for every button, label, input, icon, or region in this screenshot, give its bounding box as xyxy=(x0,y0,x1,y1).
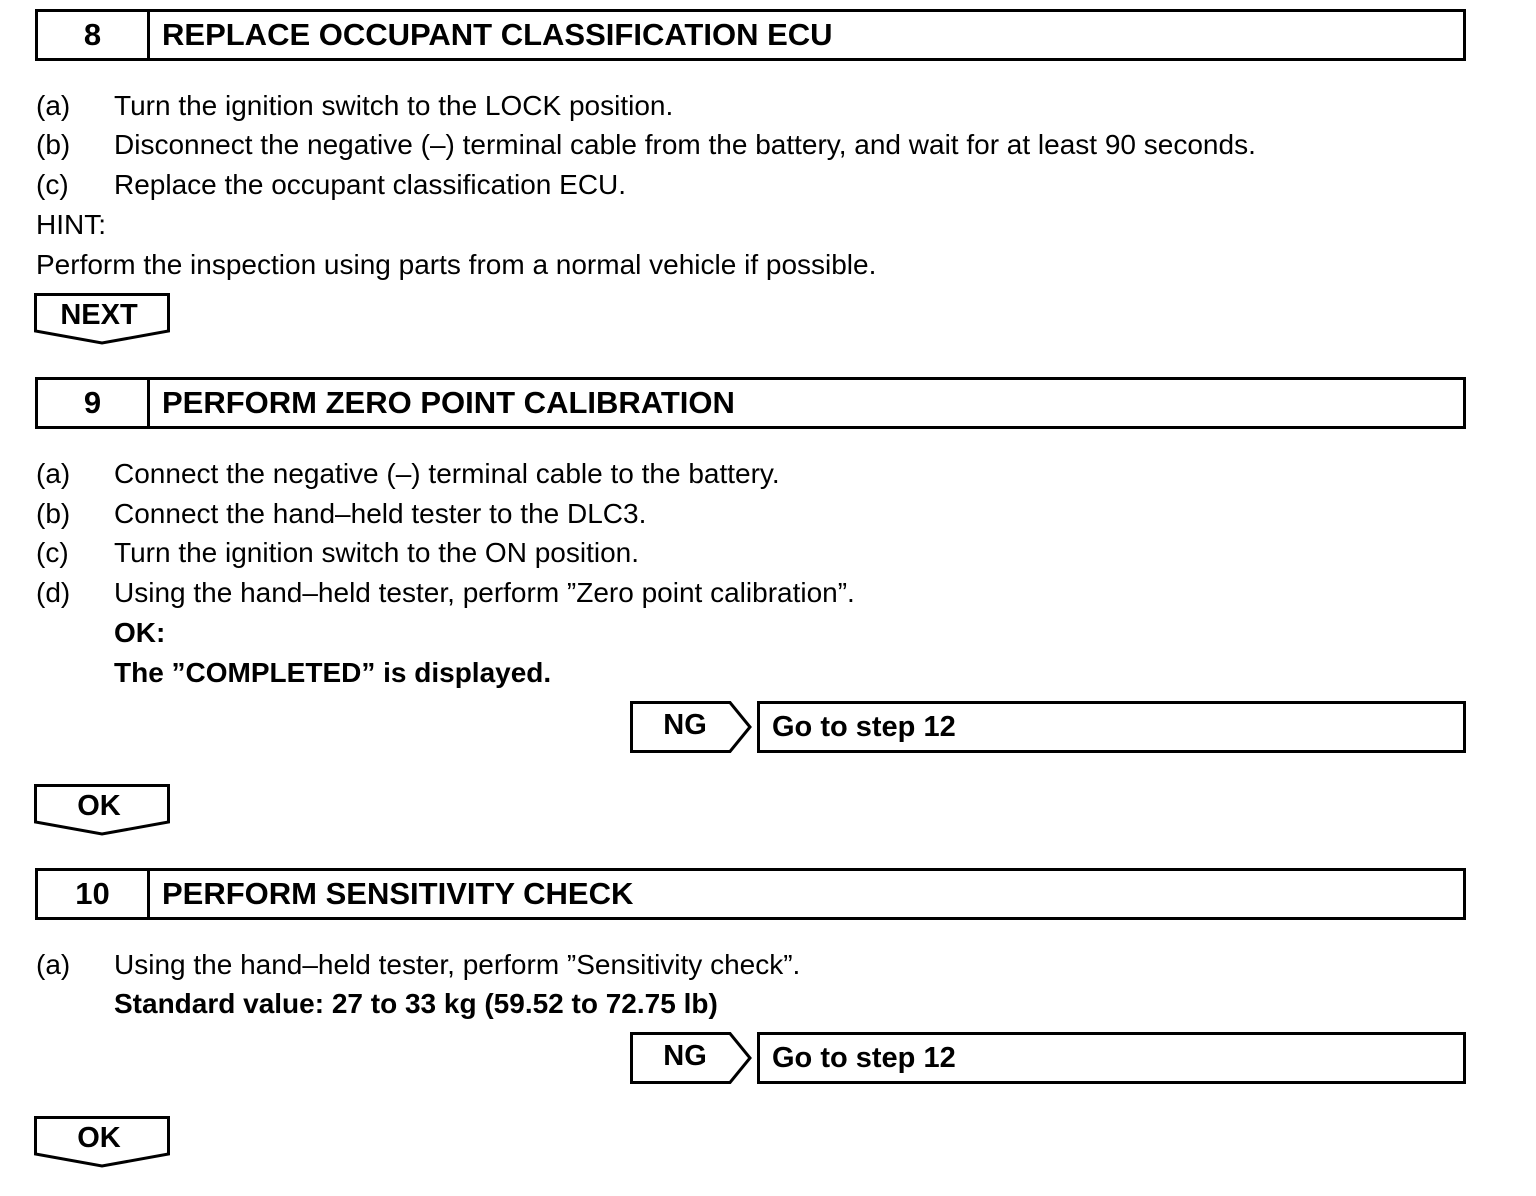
step-10-ng-label: NG xyxy=(663,1040,707,1072)
step-10-header xyxy=(35,868,1466,920)
step-8-item-b-label: (b) xyxy=(36,129,71,160)
step-10-ok-button[interactable] xyxy=(34,1116,170,1168)
step-10-ng-row xyxy=(630,1032,1466,1084)
step-9-header xyxy=(35,377,1466,429)
step-8-item-b-text: Disconnect the negative (–) terminal cable from the battery, and wait for at least 90 seconds. xyxy=(114,129,1256,160)
step-9-ng-label: NG xyxy=(663,709,707,741)
next-button[interactable] xyxy=(34,293,170,345)
step-10-title: PERFORM SENSITIVITY CHECK xyxy=(162,876,634,911)
step-10-goto-link[interactable]: Go to step 12 xyxy=(757,1032,1466,1084)
next-button-label: NEXT xyxy=(60,299,138,331)
step-8-item-c-label: (c) xyxy=(36,169,69,200)
step-9-item-d-text: Using the hand–held tester, perform ”Zero point calibration”. xyxy=(114,577,855,608)
step-9-item-c-label: (c) xyxy=(36,537,69,568)
step-10-item-a-label: (a) xyxy=(36,949,71,980)
step-8-header xyxy=(35,9,1466,61)
step-9-item-a-text: Connect the negative (–) terminal cable to the battery. xyxy=(114,458,780,489)
step-10-item-a-text: Using the hand–held tester, perform ”Sensitivity check”. xyxy=(114,949,801,980)
step-8-item-a-text: Turn the ignition switch to the LOCK position. xyxy=(114,90,674,121)
step-9-item-c-text: Turn the ignition switch to the ON position. xyxy=(114,537,639,568)
hint-label: HINT: xyxy=(36,209,106,240)
step-8-item-c-text: Replace the occupant classification ECU. xyxy=(114,169,627,200)
step-10-ok-label: OK xyxy=(77,1122,121,1154)
step-10-ng-button[interactable] xyxy=(630,1032,754,1084)
step-9-ok-button[interactable] xyxy=(34,784,170,836)
ok-criteria-text: The ”COMPLETED” is displayed. xyxy=(114,657,552,688)
step-9-ng-button[interactable] xyxy=(630,701,754,753)
hint-text: Perform the inspection using parts from a normal vehicle if possible. xyxy=(36,249,877,280)
step-9-item-b-label: (b) xyxy=(36,498,71,529)
standard-value: Standard value: 27 to 33 kg (59.52 to 72.75 lb) xyxy=(114,988,718,1019)
step-8-title: REPLACE OCCUPANT CLASSIFICATION ECU xyxy=(162,17,833,52)
step-9-ok-label: OK xyxy=(77,790,121,822)
step-9-title: PERFORM ZERO POINT CALIBRATION xyxy=(162,385,735,420)
step-9-ng-row xyxy=(630,701,1466,753)
step-10-number: 10 xyxy=(38,871,150,917)
step-9-item-d-label: (d) xyxy=(36,577,71,608)
step-9-item-b-text: Connect the hand–held tester to the DLC3. xyxy=(114,498,647,529)
step-9-goto-link[interactable]: Go to step 12 xyxy=(757,701,1466,753)
step-9-item-a-label: (a) xyxy=(36,458,71,489)
ok-criteria-label: OK: xyxy=(114,617,166,648)
step-8-item-a-label: (a) xyxy=(36,90,71,121)
step-8-number: 8 xyxy=(38,12,150,58)
step-9-number: 9 xyxy=(38,380,150,426)
